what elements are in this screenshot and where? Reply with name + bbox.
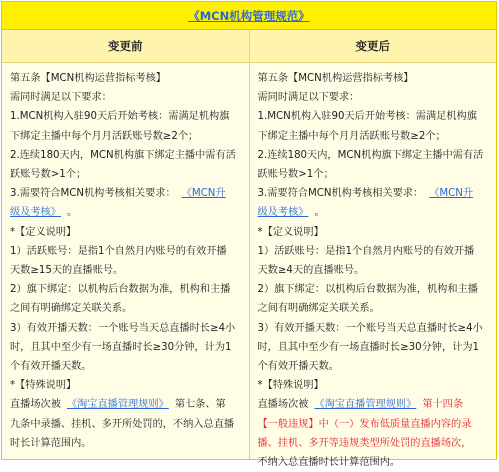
after-line-5: 2.连续180天内，MCN机构旗下绑定主播中需有活: [257, 149, 484, 161]
after-mcn-upgrade-link-cont[interactable]: 级及考核》: [257, 207, 309, 219]
after-line-10: 1）活跃账号：是指1个自然月内账号的有效开播: [257, 245, 475, 257]
after-line-9: *【定义说明】: [257, 226, 324, 238]
table-title-row: [2, 2, 496, 30]
before-line-8-text: 。: [66, 207, 78, 219]
after-line-15: 时，且其中至少有一场直播时长≥30分钟，计为1: [257, 341, 480, 353]
before-line-20: 时长计算范围内。: [10, 437, 92, 449]
after-line-6: 跃账号数>1个；: [257, 169, 334, 181]
before-line-10: 1）活跃账号：是指1个自然月内账号的有效开播: [10, 245, 227, 257]
after-line-18: [258, 395, 490, 414]
before-line-18: [10, 395, 242, 414]
before-line-7: [10, 184, 242, 203]
before-line-7-text: 3.需要符合MCN机构考核相关要求：: [10, 188, 176, 200]
before-column: [2, 63, 249, 459]
after-line-20: 播、挂机、多开等违规类型所处罚的直播场次，: [257, 437, 472, 449]
before-line-17: *【特殊说明】: [10, 380, 77, 392]
after-line-4: 下绑定主播中每个月月活跃账号数≥2个；: [257, 130, 446, 142]
after-line-1: 第五条【MCN机构运营指标考核】: [257, 73, 414, 84]
before-line-15: 时，且其中至少有一场直播时长≥30分钟，计为1: [10, 341, 232, 353]
title-link[interactable]: 《MCN机构管理规范》: [188, 8, 310, 23]
after-line-8: [258, 203, 490, 222]
after-line-7: [258, 184, 490, 203]
before-line-5: 2.连续180天内，MCN机构旗下绑定主播中需有活: [10, 149, 236, 161]
after-line-18-text: 直播场次被: [257, 399, 309, 411]
column-header-row: [2, 30, 496, 63]
after-line-7-text: 3.需要符合MCN机构考核相关要求：: [257, 188, 424, 200]
header-before: 变更前: [108, 39, 143, 53]
before-line-4: 下绑定主播中每个月月活跃账号数≥2个；: [10, 130, 199, 142]
after-line-12: 2）旗下绑定：以机构后台数据为准，机构和主播: [257, 284, 478, 296]
before-line-8: [10, 203, 242, 222]
after-column: [249, 63, 497, 469]
before-line-18-tail: 第七条、第: [174, 399, 226, 411]
before-line-16: 个有效开播天数。: [10, 361, 92, 373]
after-line-8-text: 。: [314, 207, 325, 219]
rules-comparison-table: [1, 1, 497, 469]
after-taobao-live-rules-link[interactable]: 《淘宝直播管理规则》: [314, 399, 417, 411]
content-row: [2, 63, 496, 469]
before-line-11: 天数≥15天的直播账号。: [10, 265, 124, 277]
before-line-2: 需同时满足以下要求：: [10, 92, 112, 104]
after-line-13: 之间有明确绑定关联关系。: [257, 303, 380, 315]
after-mcn-upgrade-link[interactable]: 《MCN升: [429, 188, 474, 200]
before-line-13: 之间有明确绑定关联关系。: [10, 303, 133, 315]
after-line-16: 个有效开播天数。: [257, 361, 339, 373]
after-line-21: 不纳入总直播时长计算范围内。: [257, 457, 401, 469]
before-line-19: 九条中录播、挂机、多开所处罚的，不纳入总直播: [10, 418, 235, 430]
before-line-1: 第五条【MCN机构运营指标考核】: [10, 73, 166, 84]
after-line-19: 【一般违规】中（一）发布低质量直播内容的录: [257, 418, 472, 430]
before-taobao-live-rules-link[interactable]: 《淘宝直播管理规则》: [66, 399, 169, 411]
before-mcn-upgrade-link-cont[interactable]: 级及考核》: [10, 207, 61, 219]
before-line-14: 3）有效开播天数：一个账号当天总直播时长≥4小: [10, 322, 236, 334]
before-line-18-text: 直播场次被: [10, 399, 61, 411]
after-line-11: 天数≥4天的直播账号。: [257, 265, 365, 277]
after-line-3: 1.MCN机构入驻90天后开始考核：需满足机构旗: [257, 111, 477, 123]
before-line-6: 跃账号数>1个；: [10, 169, 87, 181]
before-line-9: *【定义说明】: [10, 226, 77, 238]
after-line-18-red: 第十四条: [422, 399, 464, 411]
after-line-2: 需同时满足以下要求：: [257, 92, 360, 104]
header-after: 变更后: [249, 30, 497, 62]
after-line-17: *【特殊说明】: [257, 380, 324, 392]
before-mcn-upgrade-link[interactable]: 《MCN升: [181, 188, 226, 200]
before-line-12: 2）旗下绑定：以机构后台数据为准，机构和主播: [10, 284, 231, 296]
before-line-3: 1.MCN机构入驻90天后开始考核：需满足机构旗: [10, 111, 230, 123]
after-line-14: 3）有效开播天数：一个账号当天总直播时长≥4小: [257, 322, 483, 334]
